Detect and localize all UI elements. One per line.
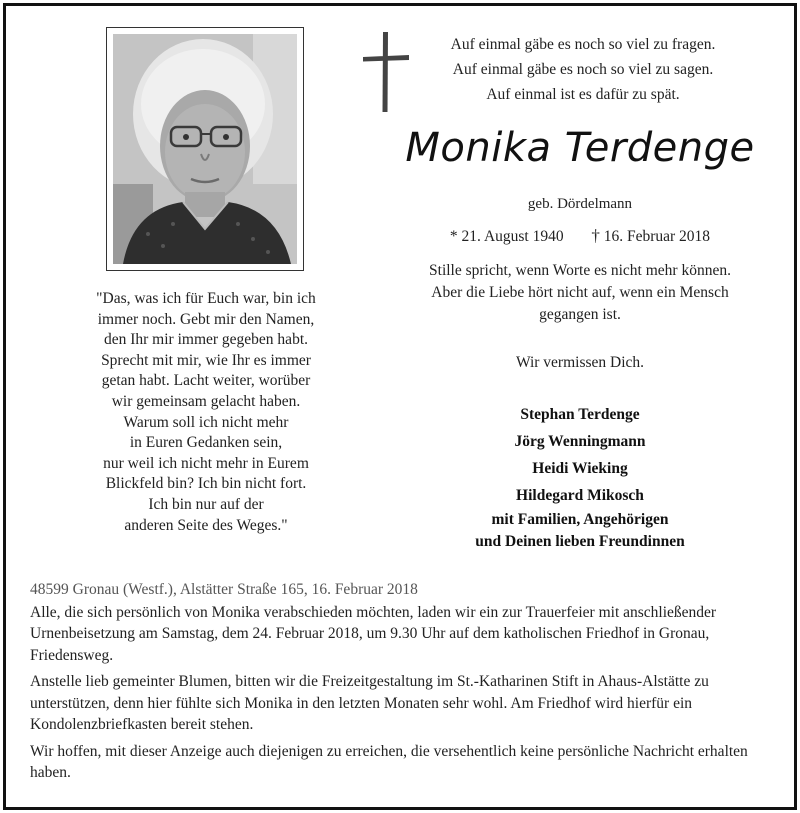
family-line: und Deinen lieben Freundinnen [475, 533, 685, 550]
quote-line: Sprecht mit mir, wie Ihr es immer [101, 351, 311, 369]
quote-line: "Das, was ich für Euch war, bin ich [96, 290, 316, 307]
cross-icon [362, 30, 410, 114]
quote-line: Warum soll ich nicht mehr [123, 413, 289, 431]
memorial-saying [380, 260, 780, 326]
mourner-name: Jörg Wenningmann [514, 433, 646, 450]
quote-line: getan habt. Lacht weiter, worüber [101, 372, 311, 390]
birth-name: geb. Dördelmann [527, 196, 633, 212]
life-dates [380, 226, 780, 246]
farewell-quote [56, 289, 356, 536]
place-date: 48599 Gronau (Westf.), Alstätter Straße 165, 16. Februar 2018 [30, 581, 418, 598]
quote-line: anderen Seite des Weges." [124, 516, 288, 534]
mourner-name: Stephan Terdenge [520, 406, 640, 423]
mourner-name: Hildegard Mikosch [516, 487, 644, 504]
quote-line: den Ihr mir immer gegeben habt. [103, 331, 308, 349]
donation-paragraph: Anstelle lieb gemeinter Blumen, bitten wir die Freizeitgestaltung im St.-Katharinen Stift in Ahaus-Alstätte zu unterstützen, denn hier fühlte sich Monika in den letzten Monaten sehr wohl. Am Friedhof wird hierfür ein Kondolenzbriefkasten bereit stehen. [30, 673, 709, 733]
deceased-name: Monika Terdenge [405, 125, 755, 171]
quote-line: nur weil ich nicht mehr in Eurem [103, 454, 309, 472]
birth-date: * 21. August 1940 [449, 228, 564, 245]
verse-line: Auf einmal ist es dafür zu spät. [486, 86, 680, 103]
death-symbol: † [591, 226, 600, 245]
saying-line: Aber die Liebe hört nicht auf, wenn ein Mensch [431, 284, 729, 301]
mourners-list [420, 401, 740, 553]
saying-line: Stille spricht, wenn Worte es nicht mehr können. [429, 262, 731, 279]
miss-text: Wir vermissen Dich. [515, 354, 645, 371]
quote-line: Blickfeld bin? Ich bin nicht fort. [105, 475, 307, 493]
quote-line: Ich bin nur auf der [148, 495, 264, 513]
mourner-name: Heidi Wieking [532, 460, 628, 477]
family-line: mit Familien, Angehörigen [491, 511, 669, 528]
quote-line: wir gemeinsam gelacht haben. [111, 392, 301, 410]
funeral-details [30, 579, 770, 789]
saying-line: gegangen ist. [539, 306, 621, 323]
closing-paragraph: Wir hoffen, mit dieser Anzeige auch diejenigen zu erreichen, die versehentlich keine persönliche Nachricht erhalten haben. [30, 742, 748, 781]
verse-line: Auf einmal gäbe es noch so viel zu fragen. [450, 36, 716, 53]
portrait-frame [106, 27, 304, 271]
ceremony-paragraph: Alle, die sich persönlich von Monika verabschieden möchten, laden wir ein zur Trauerfeier mit anschließender Urnenbeisetzung am Samstag, dem 24. Februar 2018, um 9.30 Uhr auf dem katholischen Friedhof in Gronau, Friedensweg. [30, 603, 717, 664]
quote-line: in Euren Gedanken sein, [129, 434, 283, 452]
quote-line: immer noch. Gebt mir den Namen, [97, 310, 315, 328]
verse-line: Auf einmal gäbe es noch so viel zu sagen. [452, 61, 714, 78]
poem-verse [410, 32, 756, 107]
portrait-photo [113, 34, 297, 264]
death-date: 16. Februar 2018 [603, 228, 711, 245]
